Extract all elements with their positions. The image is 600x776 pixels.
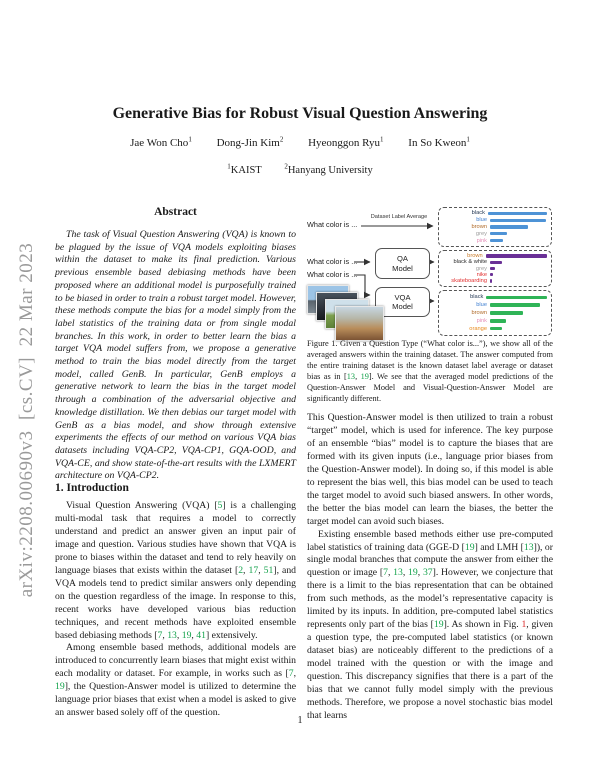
chart-bar <box>486 296 547 299</box>
chart-bar <box>490 319 506 322</box>
chart-row <box>443 309 547 316</box>
chart-bar-label: brown <box>467 253 483 260</box>
chart-row <box>443 302 547 309</box>
introduction-paragraphs <box>55 500 296 720</box>
affiliation-list <box>0 162 600 176</box>
chart-row <box>443 224 547 231</box>
figure-arrow-label: Dataset Label Average <box>370 214 428 220</box>
left-column <box>55 206 297 719</box>
chart-dataset-average <box>438 207 552 247</box>
chart-bar <box>490 327 502 330</box>
chart-bar <box>490 279 492 282</box>
figure-question-2: What color is ... <box>307 257 358 266</box>
chart-bar-label: skateboarding <box>451 277 487 284</box>
author: Dong-Jin Kim$^2$ <box>216 135 284 149</box>
chart-qa-predictions <box>438 250 552 287</box>
abstract-heading: Abstract <box>154 206 197 218</box>
chart-bar-label: black <box>471 210 485 217</box>
author-list <box>0 137 600 149</box>
vqa-model-label: VQA <box>394 292 411 302</box>
right-column <box>307 412 553 723</box>
chart-bar-label: blue <box>476 217 487 224</box>
chart-bar-label: black <box>470 294 484 301</box>
chart-bar-label: pink <box>476 237 487 244</box>
chart-bar <box>490 232 507 235</box>
figure-1 <box>307 207 553 343</box>
chart-bar-label: blue <box>476 302 487 309</box>
figure-question-1: What color is ... <box>307 220 358 229</box>
paragraph: Existing ensemble based methods either use pre-computed label statistics of training data (GGE-D [19] and LMH [13]), or single modal branches that compute the answer from either the question or image [7, 13, 19, 37]. However, we conjecture that there is a limit to the bias representation that can be obtained from such methods, as the model’s representative capacity is limited by its inputs. In addition, pre-computed label statistics represents only part of the bias [19]. As shown in Fig. 1, given a question type, the pre-computed label statistics (or known dataset bias) are noticeably different to the predictions of a model trained with the question or with the image and question. This discrepancy signifies that there is a part of the bias that we cannot fully model simply with the previous methods. Therefore, we propose a novel stochastic bias model that learns <box>307 528 554 721</box>
chart-bar <box>490 267 495 270</box>
figure-caption: Figure 1. Given a Question Type (“What color is...”), we show all of the averaged answers within the training dataset. The answer computed from the entire training dataset is the known dataset label average or dataset bias as in [13, 19]. We see that the averaged model predictions of the Question-Answer Model and Visual-Question-Answer Model are significantly different. <box>307 339 553 403</box>
chart-row <box>443 294 547 301</box>
chart-row <box>443 278 547 284</box>
chart-row <box>443 230 547 237</box>
chart-bar-label: grey <box>475 265 487 272</box>
chart-row <box>443 317 547 324</box>
chart-row <box>443 210 547 217</box>
vqa-model-box: VQA Model <box>375 287 430 317</box>
chart-bar-label: grey <box>475 230 487 237</box>
paragraph: This Question-Answer model is then utilized to train a robust “target” model, which is used for inference. The key purpose of an ensemble “bias” model is to capture the biases that are formed with its given inputs (i.e., language prior biases from the Question-Answer model). In doing so, if this model is able to represent the bias well, this bias model can be used to teach the target model to avoid such biased answers. In other words, the better the bias model can learn the biases, the better the target model can avoid such biases. <box>307 412 553 527</box>
chart-bar <box>490 219 546 222</box>
chart-bar <box>490 303 540 306</box>
chart-row <box>443 217 547 224</box>
author: Hyeonggon Ryu$^1$ <box>308 135 384 149</box>
author: In So Kweon$^1$ <box>408 135 470 149</box>
figure-question-3: What color is ... <box>307 270 358 279</box>
chart-bar <box>490 311 523 314</box>
chart-bar-label: pink <box>476 317 487 324</box>
chart-vqa-predictions <box>438 290 552 336</box>
introduction-heading: 1. Introduction <box>55 482 129 494</box>
page-number: 1 <box>297 715 303 726</box>
chart-row <box>443 237 547 244</box>
chart-row <box>443 325 547 332</box>
paragraph: Among ensemble based methods, additional models are introduced to concurrently learn biases that might exist within each modality or dataset. For example, in works such as [7, 19], the Question-Answer model is utilized to determine the language prior biases that exist when a model is asked to give an answer based solely off of the question. <box>55 642 296 719</box>
paper-title: Generative Bias for Robust Visual Question Answering <box>112 105 488 122</box>
chart-bar-label: brown <box>471 309 487 316</box>
input-image <box>335 306 384 341</box>
qa-model-label: QA <box>397 254 408 263</box>
chart-bar-label: orange <box>469 325 487 332</box>
chart-bar <box>486 254 547 257</box>
chart-bar <box>490 273 493 276</box>
chart-bar <box>490 225 528 228</box>
chart-bar <box>490 261 502 264</box>
author: Jae Won Cho$^1$ <box>130 135 192 149</box>
paragraph: Visual Question Answering (VQA) [5] is a challenging multi-modal task that requires a model to correctly understand and predict an answer given an input pair of image and question. Various studies have shown that VQA is prone to biases within the dataset and tend to rely heavily on language biases that exists within the dataset [2, 17, 51], and VQA models tend to predict similar answers only depending on the question regardless of the image. In response to this, recent works have developed various bias reduction techniques, and recent methods have exploited ensemble based debiasing methods [7, 13, 19, 41] extensively. <box>55 500 297 641</box>
affiliation: $^1$KAIST <box>227 162 262 176</box>
chart-bar <box>490 239 503 242</box>
affiliation: $^2$Hanyang University <box>284 162 373 176</box>
arxiv-watermark: arXiv:2208.00690v3 [cs.CV] 22 Mar 2023 <box>16 242 37 598</box>
chart-bar <box>488 212 547 215</box>
chart-bar-label: black & white <box>453 259 487 266</box>
chart-bar-label: nike <box>476 271 487 278</box>
chart-bar-label: brown <box>471 223 487 230</box>
qa-model-box: QA Model <box>375 248 430 279</box>
abstract-text: The task of Visual Question Answering (VQA) is known to be plagued by the issue of VQA models exploiting biases within the dataset to make its final prediction. Various previous ensemble based debiasing methods have been proposed where an additional model is purposefully trained to be biased in order to train a robust target model. However, these methods compute the bias for a model simply from the label statistics of the training data or from single modal branches. In this work, in order to better learn the bias a target VQA model suffers from, we propose a generative method to train the bias model directly from the target model, called GenB. In particular, GenB employs a generative network to learn the bias in the target model through a combination of the adversarial objective and knowledge distillation. We then debias our target model with GenB as a bias model, and show through extensive experiments the effects of our method on various VQA bias datasets including VQA-CP2, VQA-CP1, GQA-OOD, and VQA-CE, and show state-of-the-art results with the LXMERT architecture on VQA-CP2. <box>55 229 296 482</box>
